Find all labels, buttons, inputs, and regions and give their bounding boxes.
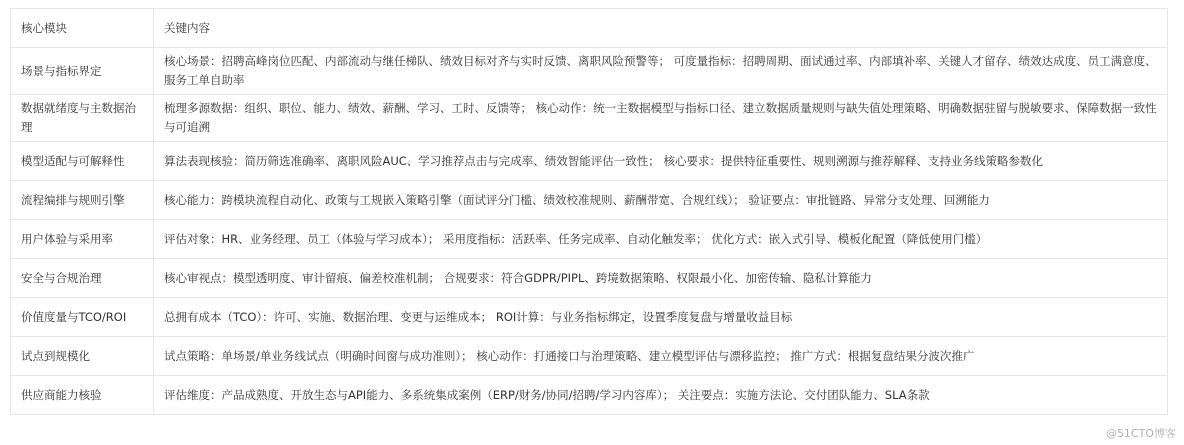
table-header-row — [11, 9, 1168, 48]
row-module-cell: 数据就绪度与主数据治理 — [11, 95, 154, 142]
table-row — [11, 298, 1168, 337]
row-content-cell: 总拥有成本（TCO）：许可、实施、数据治理、变更与运维成本； ROI计算：与业务指标绑定，设置季度复盘与增量收益目标 — [154, 298, 1168, 337]
table-row — [11, 181, 1168, 220]
table-row — [11, 48, 1168, 95]
row-module-cell: 流程编排与规则引擎 — [11, 181, 154, 220]
row-module-cell: 安全与合规治理 — [11, 259, 154, 298]
row-content-cell: 核心能力：跨模块流程自动化、政策与工规嵌入策略引擎（面试评分门槛、绩效校准规则、薪酬带宽、合规红线）； 验证要点：审批链路、异常分支处理、回溯能力 — [154, 181, 1168, 220]
row-content-cell: 算法表现核验：简历筛选准确率、离职风险AUC、学习推荐点击与完成率、绩效智能评估一致性； 核心要求：提供特征重要性、规则溯源与推荐解释、支持业务线策略参数化 — [154, 142, 1168, 181]
watermark-label: @51CTO博客 — [1105, 427, 1176, 440]
row-content-cell: 试点策略：单场景/单业务线试点（明确时间窗与成功准则）； 核心动作：打通接口与治理策略、建立模型评估与漂移监控； 推广方式：根据复盘结果分波次推广 — [154, 337, 1168, 376]
row-content-cell: 核心审视点：模型透明度、审计留痕、偏差校准机制； 合规要求：符合GDPR/PIPL、跨境数据策略、权限最小化、加密传输、隐私计算能力 — [154, 259, 1168, 298]
row-module-cell: 场景与指标界定 — [11, 48, 154, 95]
table-row — [11, 337, 1168, 376]
row-module-cell: 模型适配与可解释性 — [11, 142, 154, 181]
table-row — [11, 259, 1168, 298]
table-row — [11, 142, 1168, 181]
row-module-cell: 用户体验与采用率 — [11, 220, 154, 259]
row-module-cell: 价值度量与TCO/ROI — [11, 298, 154, 337]
table-row — [11, 95, 1168, 142]
content-table-container — [10, 8, 1168, 415]
row-content-cell: 评估维度：产品成熟度、开放生态与API能力、多系统集成案例（ERP/财务/协同/招聘/学习内容库）； 关注要点：实施方法论、交付团队能力、SLA条款 — [154, 376, 1168, 415]
row-content-cell: 核心场景：招聘高峰岗位匹配、内部流动与继任梯队、绩效目标对齐与实时反馈、离职风险预警等； 可度量指标：招聘周期、面试通过率、内部填补率、关键人才留存、绩效达成度、员工满意度、服务工单自助率 — [154, 48, 1168, 95]
table-row — [11, 376, 1168, 415]
header-cell-module: 核心模块 — [11, 9, 154, 48]
row-content-cell: 评估对象：HR、业务经理、员工（体验与学习成本）； 采用度指标：活跃率、任务完成率、自动化触发率； 优化方式：嵌入式引导、模板化配置（降低使用门槛） — [154, 220, 1168, 259]
row-module-cell: 试点到规模化 — [11, 337, 154, 376]
row-content-cell: 梳理多源数据：组织、职位、能力、绩效、薪酬、学习、工时、反馈等； 核心动作：统一主数据模型与指标口径、建立数据质量规则与缺失值处理策略、明确数据驻留与脱敏要求、保障数据一致性与可追溯 — [154, 95, 1168, 142]
row-module-cell: 供应商能力核验 — [11, 376, 154, 415]
header-cell-content: 关键内容 — [154, 9, 1168, 48]
table-row — [11, 220, 1168, 259]
module-content-table — [10, 8, 1168, 415]
